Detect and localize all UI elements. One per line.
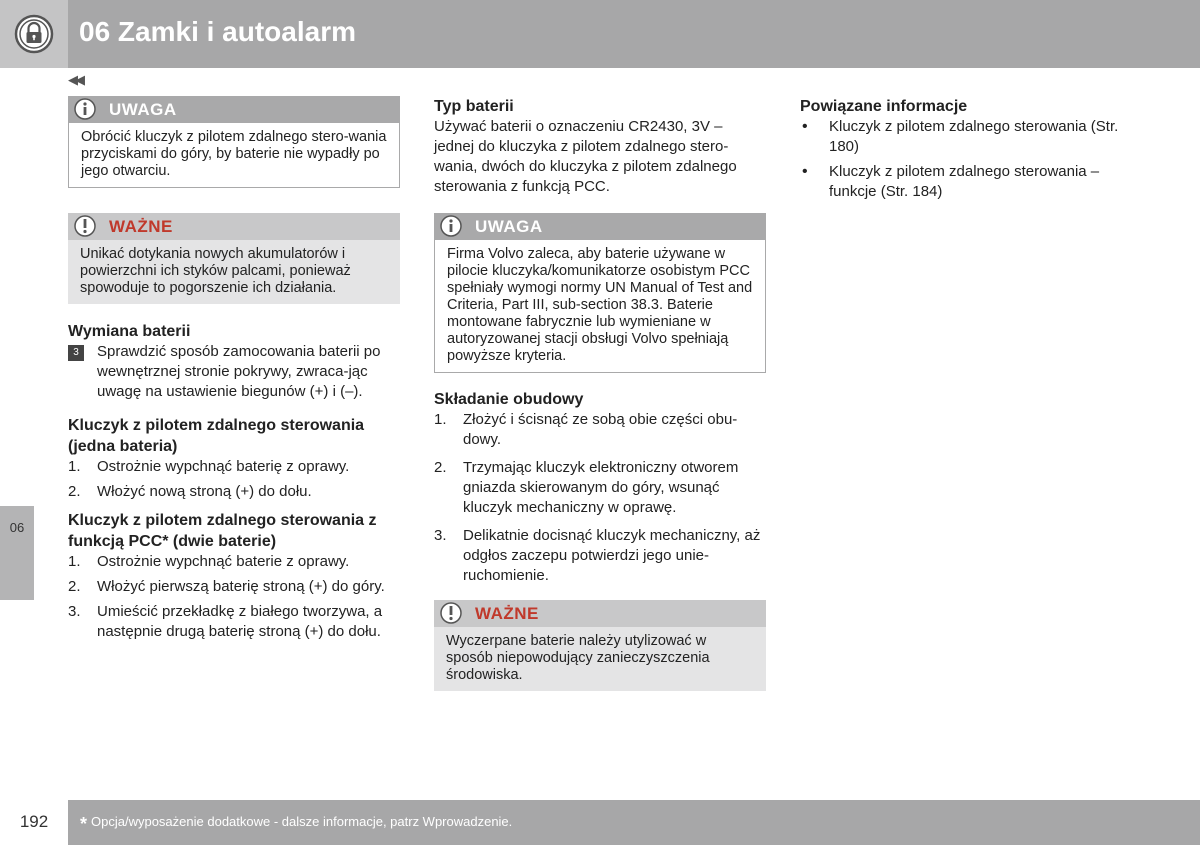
related-links-list (800, 117, 1140, 202)
section-heading: Kluczyk z pilotem zdalnego sterowania (jedna bateria) (68, 417, 365, 455)
warning-header (68, 213, 400, 240)
step-item (68, 342, 400, 402)
column-3 (800, 96, 1140, 207)
lock-icon (14, 14, 54, 54)
warning-text: Unikać dotykania nowych akumulatorów i powierzchni ich styków palcami, ponieważ spowoduje to pogorszenie ich działania. (68, 240, 400, 304)
step-number-badge: 3 (68, 345, 84, 361)
related-link[interactable] (800, 117, 1140, 157)
list-text: Ostrożnie wypchnąć baterię z oprawy. (97, 458, 350, 475)
step-text: Sprawdzić sposób zamocowania baterii po wewnętrznej stronie pokrywy, zwraca-jąc uwagę na ustawienie biegunów (+) i (–). (97, 343, 381, 400)
list-number: 1. (68, 553, 81, 570)
back-nav-icon[interactable]: ◀◀ (68, 72, 82, 87)
page-title: 06 Zamki i autoalarm (79, 16, 357, 47)
list-number: 3. (68, 603, 81, 620)
warning-header (434, 600, 766, 627)
pcc-section (68, 510, 400, 642)
page-footer (68, 800, 1200, 845)
list-number: 2. (434, 459, 447, 476)
list-item (434, 526, 766, 586)
list-item (68, 457, 400, 477)
list-number: 1. (434, 411, 447, 428)
note-header (434, 213, 766, 240)
wymiana-section (68, 321, 400, 402)
skladanie-list (434, 410, 766, 586)
list-text: Trzymając kluczyk elektroniczny otworem gniazda skierowanym do góry, wsunąć kluczyk mechaniczny w oprawę. (463, 459, 739, 516)
section-heading: Składanie obudowy (434, 391, 584, 408)
bullet: • (802, 118, 808, 135)
info-icon (74, 98, 96, 120)
footer-note-text: Opcja/wyposażenie dodatkowe - dalsze informacje, patrz Wprowadzenie. (91, 814, 513, 829)
list-text: Włożyć nową stroną (+) do dołu. (97, 483, 312, 500)
list-text: Ostrożnie wypchnąć baterie z oprawy. (97, 553, 350, 570)
wazne-warning-box (434, 600, 766, 691)
list-number: 2. (68, 483, 81, 500)
header-icon-box (0, 0, 68, 68)
pcc-list (68, 552, 400, 642)
list-item (68, 552, 400, 572)
list-item (68, 602, 400, 642)
asterisk: * (80, 814, 88, 834)
exclamation-icon (74, 215, 96, 237)
jedna-list (68, 457, 400, 502)
list-item (434, 410, 766, 450)
page-number: 192 (19, 812, 49, 831)
section-heading: Kluczyk z pilotem zdalnego sterowania z funkcją PCC* (dwie baterie) (68, 512, 377, 550)
list-text: Włożyć pierwszą baterię stroną (+) do góry. (97, 578, 385, 595)
note-label: UWAGA (109, 100, 177, 119)
warning-text: Wyczerpane baterie należy utylizować w sposób niepowodujący zanieczyszczenia środowiska. (434, 627, 766, 691)
uwaga-note-box (68, 96, 400, 188)
list-text: Złożyć i ścisnąć ze sobą obie części obu-dowy. (463, 411, 738, 448)
related-info-heading: Powiązane informacje (800, 98, 968, 115)
page-header (0, 0, 1200, 68)
related-link[interactable] (800, 162, 1140, 202)
link-text[interactable]: Kluczyk z pilotem zdalnego sterowania – funkcje (Str. 184) (829, 163, 1100, 200)
list-number: 1. (68, 458, 81, 475)
section-heading: Wymiana baterii (68, 323, 191, 340)
info-icon (440, 215, 462, 237)
section-heading: Typ baterii (434, 98, 514, 115)
list-number: 3. (434, 527, 447, 544)
list-item (434, 458, 766, 518)
list-number: 2. (68, 578, 81, 595)
note-text: Obrócić kluczyk z pilotem zdalnego stero-wania przyciskami do góry, by baterie nie wypadły po jego otwarciu. (68, 123, 400, 188)
bullet: • (802, 163, 808, 180)
exclamation-icon (440, 602, 462, 624)
chapter-tab-label: 06 (9, 520, 25, 535)
column-2 (434, 96, 766, 691)
warning-label: WAŻNE (475, 604, 539, 623)
column-1 (68, 96, 400, 647)
skladanie-section (434, 389, 766, 586)
note-text: Firma Volvo zaleca, aby baterie używane w pilocie kluczyka/komunikatorze osobistym PCC spełniały wymogi normy UN Manual of Test and Criteria, Part III, sub-section 38.3. Baterie montowane fabrycznie lub wymieniane w autoryzowanej stacji obsługi Volvo spełniają powyższe kryteria. (434, 240, 766, 373)
typ-baterii-section (434, 96, 766, 197)
warning-label: WAŻNE (109, 217, 173, 236)
list-text: Umieścić przekładkę z białego tworzywa, a następnie drugą baterię stroną (+) do dołu. (97, 603, 383, 640)
link-text[interactable]: Kluczyk z pilotem zdalnego sterowania (Str. 180) (829, 118, 1119, 155)
jedna-bateria-section (68, 415, 400, 502)
list-item (68, 482, 400, 502)
list-text: Delikatnie docisnąć kluczyk mechaniczny, aż odgłos zaczepu potwierdzi jego unie-ruchomienie. (463, 527, 761, 584)
note-header (68, 96, 400, 123)
uwaga-note-box (434, 213, 766, 373)
footer-note (80, 814, 512, 835)
list-item (68, 577, 400, 597)
wazne-warning-box (68, 213, 400, 304)
section-text: Używać baterii o oznaczeniu CR2430, 3V – jednej do kluczyka z pilotem zdalnego stero-wania, dwóch do kluczyka z pilotem zdalnego sterowania z funkcją PCC. (434, 118, 737, 195)
note-label: UWAGA (475, 217, 543, 236)
